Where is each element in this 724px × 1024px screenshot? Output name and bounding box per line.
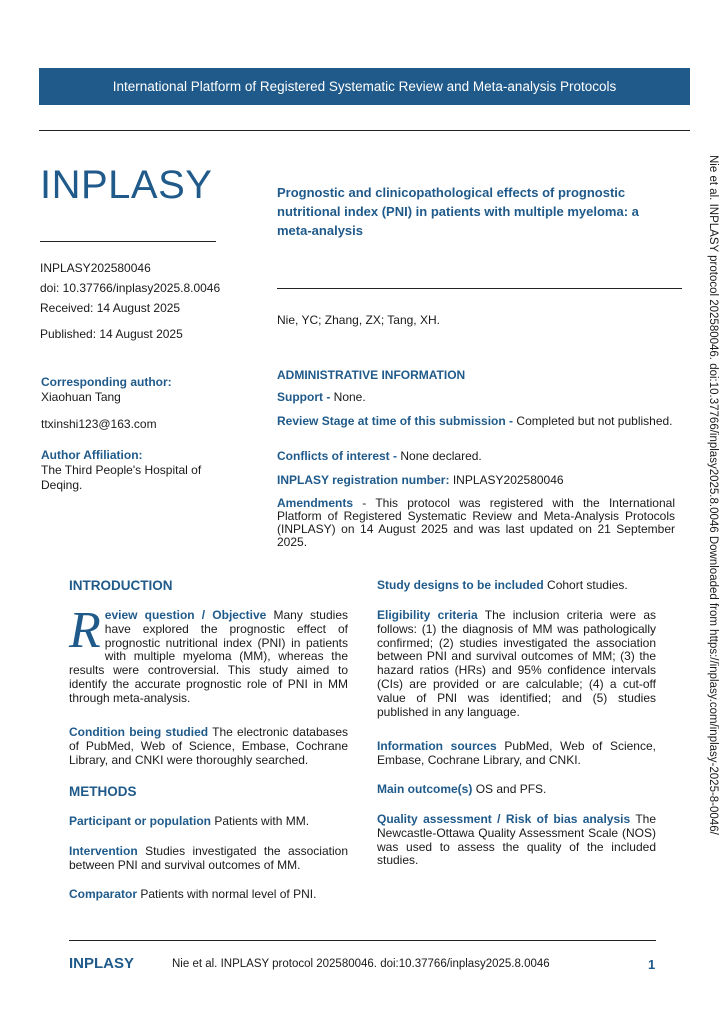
footer-logo: INPLASY xyxy=(69,955,135,972)
corresponding-author xyxy=(41,375,241,432)
banner-title: International Platform of Registered Systematic Review and Meta-analysis Protocols xyxy=(112,79,617,94)
registration-number-field xyxy=(277,474,675,487)
condition-text: The electronic databases of PubMed, Web of Science, Embase, Cochrane Library, and CNKI were thoroughly searched. xyxy=(69,725,348,767)
comparator-text: Patients with normal level of PNI. xyxy=(140,887,317,901)
review-stage-label: Review Stage at time of this submission - xyxy=(277,414,514,428)
article-title: Prognostic and clinicopathological effects of prognostic nutritional index (PNI) in patients with multiple myeloma: a meta-analysis xyxy=(277,185,639,238)
main-outcomes-label: Main outcome(s) xyxy=(377,782,473,796)
title-rule xyxy=(277,288,682,289)
intervention-label: Intervention xyxy=(69,844,138,858)
study-designs-text: Cohort studies. xyxy=(547,578,628,592)
information-sources-label: Information sources xyxy=(377,739,497,753)
intervention-field xyxy=(69,845,348,873)
registration-number-label: INPLASY registration number: xyxy=(277,473,450,487)
inplasy-logo: INPLASY xyxy=(40,163,213,207)
participant-text: Patients with MM. xyxy=(214,814,310,828)
eligibility-label: Eligibility criteria xyxy=(377,608,478,622)
doi[interactable]: doi: 10.37766/inplasy2025.8.0046 xyxy=(40,281,221,295)
review-question xyxy=(69,602,348,706)
study-designs-field xyxy=(377,579,656,593)
information-sources-text: PubMed, Web of Science, Embase, Cochrane Library, and CNKI. xyxy=(377,739,656,767)
received-date: Received: 14 August 2025 xyxy=(40,301,181,315)
drop-cap: R xyxy=(69,602,101,659)
conflicts-value: None declared. xyxy=(400,449,482,463)
comparator-label: Comparator xyxy=(69,887,138,901)
download-notice: Nie et al. INPLASY protocol 202580046. doi:10.37766/inplasy2025.8.0046 Downloaded from https://inplasy.com/inplasy-2025-8-0046/ xyxy=(707,155,719,835)
review-stage-field xyxy=(277,415,675,428)
intervention-text: Studies investigated the association between PNI and survival outcomes of MM. xyxy=(69,844,348,872)
quality-assessment-label: Quality assessment / Risk of bias analysis xyxy=(377,812,631,826)
author-list: Nie, YC; Zhang, ZX; Tang, XH. xyxy=(277,313,440,327)
registration-number-value: INPLASY202580046 xyxy=(452,473,564,487)
corresponding-label: Corresponding author: xyxy=(41,375,172,389)
support-label: Support - xyxy=(277,390,331,404)
quality-assessment-text: The Newcastle-Ottawa Quality Assessment Scale (NOS) was used to assess the quality of the included studies. xyxy=(377,812,657,868)
review-question-text: Many studies have explored the prognostic effect of prognostic nutritional index (PNI) in patients with multiple myeloma (MM), whereas the results were controversial. This study aimed to identify the accurate prognostic role of PNI in MM through meta-analysis. xyxy=(69,608,348,705)
main-outcomes-field xyxy=(377,783,656,797)
review-stage-value: Completed but not published. xyxy=(516,414,673,428)
affiliation-label: Author Affiliation: xyxy=(41,448,143,462)
admin-heading xyxy=(277,369,675,382)
comparator-field xyxy=(69,888,348,902)
logo-rule xyxy=(40,241,216,242)
information-sources-field xyxy=(377,740,656,768)
main-outcomes-text: OS and PFS. xyxy=(475,782,547,796)
admin-heading-text: ADMINISTRATIVE INFORMATION xyxy=(277,368,466,382)
amendments-field xyxy=(277,497,675,549)
top-rule xyxy=(39,130,690,131)
footer-rule xyxy=(69,940,656,941)
author-affiliation xyxy=(41,448,241,493)
eligibility-text: The inclusion criteria were as follows: (1) the diagnosis of MM was pathologically confirmed; (2) studies investigated the association between PNI and survival outcomes of MM; (3) the hazard ratios (HRs) and 95% confidence intervals (CIs) are provided or are calculable; (4) a cut-off value of PNI was identified; and (5) studies published in any language. xyxy=(377,608,656,719)
conflicts-label: Conflicts of interest - xyxy=(277,449,398,463)
corresponding-email[interactable]: ttxinshi123@163.com xyxy=(41,417,157,431)
quality-assessment-field xyxy=(377,813,656,868)
support-field xyxy=(277,391,675,404)
affiliation-value: The Third People's Hospital of Deqing. xyxy=(41,463,202,492)
eligibility-field xyxy=(377,609,656,719)
amendments-label: Amendments xyxy=(277,496,354,510)
amendments-value: - This protocol was registered with the International Platform of Registered Systematic Review and Meta-Analysis Protocols (INPLASY) on 14 August 2025 and was last updated on 21 September 2025. xyxy=(277,496,675,549)
review-question-label: eview question / Objective xyxy=(104,608,267,622)
header-banner xyxy=(39,68,690,105)
condition-label: Condition being studied xyxy=(69,725,209,739)
footer-citation: Nie et al. INPLASY protocol 202580046. doi:10.37766/inplasy2025.8.0046 xyxy=(172,958,550,970)
support-value: None. xyxy=(333,390,366,404)
study-designs-label: Study designs to be included xyxy=(377,578,544,592)
participant-field xyxy=(69,815,348,829)
registration-id: INPLASY202580046 xyxy=(40,261,151,275)
page-number: 1 xyxy=(648,957,656,972)
published-date: Published: 14 August 2025 xyxy=(40,327,183,341)
conflicts-field xyxy=(277,450,675,463)
corresponding-name: Xiaohuan Tang xyxy=(41,390,121,404)
methods-heading: METHODS xyxy=(69,784,137,799)
introduction-heading: INTRODUCTION xyxy=(69,578,173,593)
participant-label: Participant or population xyxy=(69,814,212,828)
condition-studied xyxy=(69,726,348,767)
